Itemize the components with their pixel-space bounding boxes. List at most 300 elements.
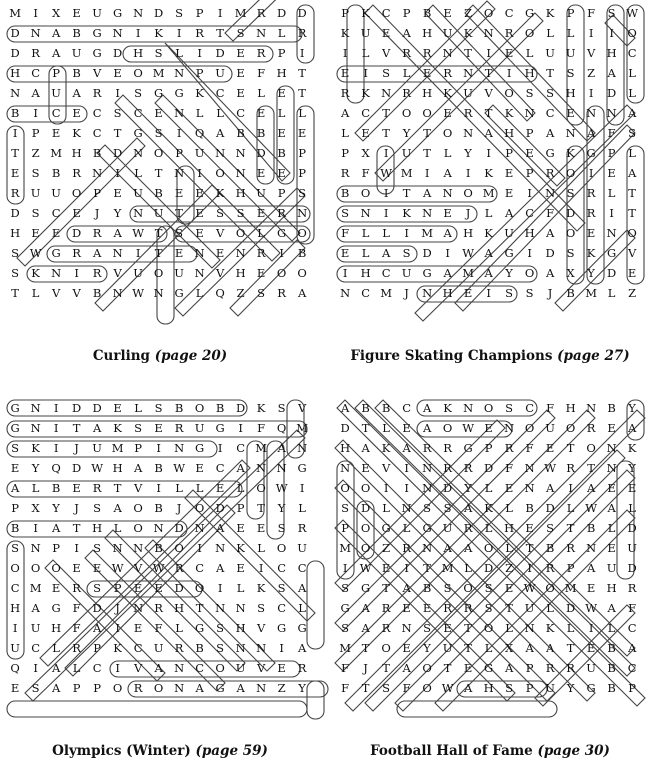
grid-letter: F (505, 461, 514, 475)
grid-letter: D (565, 601, 576, 615)
grid-letter: E (504, 581, 514, 595)
grid-letter: C (215, 461, 225, 475)
grid-letter: E (133, 621, 143, 635)
grid-letter: L (195, 106, 204, 120)
grid-letter: P (11, 501, 20, 515)
grid-letter: Q (10, 661, 21, 675)
grid-letter: T (72, 521, 81, 535)
grid-letter: E (504, 46, 514, 60)
grid-letter: R (174, 561, 184, 575)
grid-letter: O (215, 661, 226, 675)
grid-letter: L (607, 621, 616, 635)
grid-letter: N (194, 266, 205, 280)
grid-letter: S (443, 581, 452, 595)
grid-letter: L (628, 86, 637, 100)
grid-letter: T (505, 601, 514, 615)
grid-letter: N (545, 186, 556, 200)
grid-letter: A (463, 501, 473, 515)
grid-letter: L (257, 226, 266, 240)
grid-letter: V (133, 561, 143, 575)
grid-letter: C (133, 106, 143, 120)
grid-letter: A (51, 681, 61, 695)
grid-letter: O (524, 421, 535, 435)
grid-letter: S (484, 581, 493, 595)
grid-letter: V (51, 286, 61, 300)
grid-letter: R (174, 421, 184, 435)
grid-letter: F (341, 226, 350, 240)
grid-letter: I (568, 481, 574, 495)
grid-letter: P (525, 661, 534, 675)
grid-letter: D (112, 146, 123, 160)
grid-letter: C (545, 106, 555, 120)
grid-letter: L (525, 46, 534, 60)
grid-letter: I (404, 561, 410, 575)
grid-row (5, 418, 313, 438)
grid-letter: D (10, 206, 21, 220)
puzzle-football-hall-of-fame (335, 398, 645, 773)
grid-letter: C (627, 621, 637, 635)
grid-letter: E (236, 561, 246, 575)
grid-letter: L (236, 481, 245, 495)
grid-letter: L (31, 481, 40, 495)
grid-letter: N (30, 401, 41, 415)
grid-letter: E (607, 166, 617, 180)
grid-letter: T (546, 66, 555, 80)
grid-letter: H (504, 521, 515, 535)
grid-letter: A (504, 206, 514, 220)
grid-letter: A (340, 106, 350, 120)
grid-letter: D (627, 561, 638, 575)
grid-letter: S (505, 401, 514, 415)
grid-letter: R (72, 166, 82, 180)
grid-letter: D (92, 401, 103, 415)
grid-letter: E (586, 581, 596, 595)
grid-letter: N (524, 106, 535, 120)
grid-letter: H (524, 226, 535, 240)
grid-letter: L (195, 286, 204, 300)
grid-letter: S (11, 441, 20, 455)
grid-letter: I (115, 166, 121, 180)
grid-row (5, 658, 313, 678)
grid-letter: O (401, 106, 412, 120)
grid-row (5, 398, 313, 418)
grid-letter: R (422, 46, 432, 60)
grid-letter: D (545, 246, 556, 260)
grid-letter: O (276, 266, 287, 280)
grid-letter: I (53, 421, 59, 435)
grid-letter: A (51, 521, 61, 535)
grid-letter: A (297, 641, 307, 655)
grid-letter: U (545, 46, 556, 60)
grid-letter: D (606, 86, 617, 100)
grid-row (5, 143, 313, 163)
grid-letter: A (215, 561, 225, 575)
grid-letter: M (29, 581, 42, 595)
grid-letter: D (215, 501, 226, 515)
grid-letter: U (256, 186, 267, 200)
grid-letter: G (504, 246, 514, 260)
grid-letter: N (30, 541, 41, 555)
grid-letter: C (215, 86, 225, 100)
grid-letter: Y (505, 266, 514, 280)
grid-letter: Y (587, 266, 596, 280)
grid-letter: N (256, 681, 267, 695)
grid-letter: N (174, 661, 185, 675)
grid-letter: J (465, 206, 471, 220)
grid-letter: E (51, 226, 61, 240)
grid-letter: B (525, 501, 535, 515)
grid-letter: N (133, 6, 144, 20)
grid-letter: F (402, 681, 411, 695)
grid-letter: B (154, 461, 164, 475)
grid-letter: G (133, 126, 143, 140)
grid-letter: K (361, 6, 371, 20)
grid-letter: S (236, 206, 245, 220)
grid-letter: U (153, 641, 164, 655)
grid-letter: G (195, 621, 205, 635)
grid-row (335, 183, 643, 203)
grid-letter: I (197, 46, 203, 60)
grid-letter: N (112, 246, 123, 260)
grid-letter: O (30, 561, 41, 575)
grid-letter: P (298, 166, 307, 180)
grid-letter: N (256, 461, 267, 475)
grid-letter: O (133, 521, 144, 535)
grid-row (5, 538, 313, 558)
grid-letter: R (422, 441, 432, 455)
grid-letter: S (546, 521, 555, 535)
grid-letter: N (215, 146, 226, 160)
grid-letter: N (586, 401, 597, 415)
grid-letter: T (382, 581, 391, 595)
grid-row (335, 418, 643, 438)
grid-letter: M (400, 166, 413, 180)
grid-letter: D (71, 461, 82, 475)
grid-letter: N (235, 146, 246, 160)
grid-letter: N (256, 26, 267, 40)
grid-letter: N (174, 441, 185, 455)
grid-letter: A (627, 166, 637, 180)
grid-letter: E (463, 286, 473, 300)
grid-letter: E (195, 461, 205, 475)
grid-letter: O (381, 641, 392, 655)
grid-letter: U (194, 421, 205, 435)
grid-letter: G (92, 26, 102, 40)
grid-row (335, 83, 643, 103)
grid-letter: I (404, 481, 410, 495)
grid-row (335, 3, 643, 23)
grid-letter: T (402, 186, 411, 200)
grid-letter: W (275, 481, 288, 495)
grid-letter: I (424, 166, 430, 180)
grid-letter: T (464, 621, 473, 635)
grid-letter: G (174, 286, 184, 300)
grid-letter: O (340, 481, 351, 495)
grid-letter: E (154, 106, 164, 120)
grid-letter: P (525, 681, 534, 695)
grid-letter: S (443, 501, 452, 515)
grid-letter: D (483, 461, 494, 475)
grid-letter: R (297, 661, 307, 675)
grid-letter: N (215, 541, 226, 555)
grid-letter: T (525, 541, 534, 555)
grid-letter: E (215, 246, 225, 260)
grid-letter: P (134, 441, 143, 455)
grid-letter: E (297, 126, 307, 140)
grid-letter: S (11, 246, 20, 260)
grid-letter: O (483, 6, 494, 20)
grid-letter: I (445, 246, 451, 260)
grid-letter: L (607, 286, 616, 300)
grid-letter: G (484, 661, 494, 675)
grid-letter: N (235, 641, 246, 655)
grid-letter: N (215, 601, 226, 615)
grid-letter: H (565, 401, 576, 415)
grid-letter: F (546, 401, 555, 415)
grid-letter: X (31, 501, 40, 515)
grid-letter: S (216, 641, 225, 655)
grid-letter: W (152, 561, 165, 575)
grid-letter: E (607, 481, 617, 495)
grid-letter: Y (566, 681, 575, 695)
grid-row (5, 183, 313, 203)
grid-letter: A (92, 621, 102, 635)
grid-letter: I (53, 441, 59, 455)
grid-letter: I (74, 541, 80, 555)
grid-letter: O (565, 166, 576, 180)
grid-letter: R (443, 441, 453, 455)
grid-letter: A (484, 126, 494, 140)
grid-letter: I (527, 186, 533, 200)
grid-letter: N (422, 286, 433, 300)
grid-row (5, 478, 313, 498)
grid-letter: C (236, 441, 246, 455)
grid-letter: Z (628, 286, 637, 300)
grid-letter: S (341, 621, 350, 635)
grid-row (335, 538, 643, 558)
grid-letter: E (174, 186, 184, 200)
grid-letter: G (51, 601, 61, 615)
grid-row (5, 458, 313, 478)
puzzle-title: Curling (92, 348, 150, 364)
grid-letter: B (72, 26, 82, 40)
grid-letter: E (195, 226, 205, 240)
grid-letter: E (484, 421, 494, 435)
grid-letter: A (154, 661, 164, 675)
grid-letter: U (153, 206, 164, 220)
grid-letter: A (297, 286, 307, 300)
grid-letter: T (423, 561, 432, 575)
grid-letter: G (586, 146, 596, 160)
grid-letter: L (277, 106, 286, 120)
grid-row (335, 498, 643, 518)
grid-letter: B (256, 126, 266, 140)
grid-letter: N (360, 206, 371, 220)
grid-letter: E (195, 206, 205, 220)
grid-letter: H (483, 681, 494, 695)
grid-letter: E (504, 481, 514, 495)
grid-letter: O (360, 521, 371, 535)
grid-letter: L (175, 481, 184, 495)
grid-letter: N (235, 246, 246, 260)
grid-letter: L (382, 226, 391, 240)
grid-letter: N (235, 601, 246, 615)
grid-letter: O (133, 66, 144, 80)
grid-letter: J (363, 661, 369, 675)
grid-letter: A (51, 26, 61, 40)
grid-letter: A (504, 661, 514, 675)
grid-row (5, 638, 313, 658)
grid-letter: G (10, 401, 20, 415)
grid-letter: A (92, 246, 102, 260)
grid-letter: D (545, 501, 556, 515)
grid-letter: U (627, 541, 638, 555)
grid-letter: K (361, 86, 371, 100)
grid-letter: C (381, 266, 391, 280)
grid-letter: A (277, 441, 287, 455)
grid-letter: I (217, 441, 223, 455)
grid-letter: D (235, 401, 246, 415)
grid-letter: A (297, 581, 307, 595)
grid-letter: M (441, 561, 454, 575)
grid-letter: R (545, 661, 555, 675)
grid-letter: U (51, 186, 62, 200)
grid-letter: A (545, 126, 555, 140)
grid-letter: K (340, 26, 350, 40)
grid-letter: Y (298, 681, 307, 695)
grid-letter: L (505, 501, 514, 515)
grid-letter: X (361, 146, 370, 160)
grid-letter: K (443, 86, 453, 100)
grid-letter: Y (628, 461, 637, 475)
grid-letter: L (628, 66, 637, 80)
grid-letter: E (504, 186, 514, 200)
grid-letter: A (92, 421, 102, 435)
grid-letter: Y (464, 146, 473, 160)
grid-letter: K (443, 401, 453, 415)
grid-letter: C (361, 106, 371, 120)
grid-letter: I (238, 421, 244, 435)
grid-letter: O (627, 226, 638, 240)
grid-row (335, 578, 643, 598)
grid-letter: T (361, 421, 370, 435)
grid-letter: T (484, 66, 493, 80)
grid-letter: L (361, 246, 370, 260)
grid-row (5, 618, 313, 638)
grid-letter: A (340, 401, 350, 415)
grid-letter: L (52, 641, 61, 655)
grid-letter: O (524, 26, 535, 40)
grid-letter: E (51, 581, 61, 595)
grid-letter: P (31, 126, 40, 140)
grid-letter: R (463, 106, 473, 120)
grid-letter: B (545, 541, 555, 555)
grid-letter: R (10, 186, 20, 200)
grid-letter: Z (31, 146, 40, 160)
grid-letter: G (215, 681, 225, 695)
grid-row (335, 658, 643, 678)
grid-letter: N (194, 246, 205, 260)
grid-letter: P (72, 681, 81, 695)
grid-letter: I (33, 6, 39, 20)
grid-letter: U (194, 146, 205, 160)
grid-letter: R (92, 226, 102, 240)
grid-letter: A (586, 126, 596, 140)
grid-letter: A (422, 186, 432, 200)
grid-letter: J (404, 286, 410, 300)
grid-letter: D (153, 6, 164, 20)
grid-letter: N (606, 106, 617, 120)
grid-letter: A (627, 106, 637, 120)
grid-letter: O (586, 441, 597, 455)
grid-letter: C (361, 286, 371, 300)
grid-row (335, 638, 643, 658)
grid-letter: N (586, 106, 597, 120)
grid-letter: S (113, 106, 122, 120)
grid-letter: I (342, 46, 348, 60)
grid-letter: Q (276, 421, 287, 435)
grid-letter: U (51, 86, 62, 100)
grid-letter: E (256, 206, 266, 220)
grid-letter: E (10, 166, 20, 180)
grid-letter: N (30, 26, 41, 40)
grid-letter: R (277, 286, 287, 300)
grid-row (5, 678, 313, 698)
grid-letter: S (236, 26, 245, 40)
grid-row (5, 103, 313, 123)
grid-letter: S (484, 601, 493, 615)
grid-letter: C (31, 66, 41, 80)
grid-letter: O (422, 106, 433, 120)
grid-letter: Z (464, 6, 473, 20)
grid-letter: S (382, 66, 391, 80)
grid-letter: D (71, 226, 82, 240)
grid-row (5, 123, 313, 143)
grid-letter: T (113, 126, 122, 140)
grid-letter: R (277, 206, 287, 220)
grid-letter: R (463, 521, 473, 535)
grid-letter: R (297, 26, 307, 40)
grid-letter: K (236, 541, 246, 555)
grid-letter: E (402, 601, 412, 615)
puzzle-page-ref: (page 20) (154, 348, 228, 364)
grid-letter: E (586, 226, 596, 240)
grid-letter: N (401, 621, 412, 635)
grid-letter: J (115, 601, 121, 615)
grid-row (5, 223, 313, 243)
grid-letter: L (566, 26, 575, 40)
grid-letter: A (113, 501, 123, 515)
grid-letter: O (360, 541, 371, 555)
grid-letter: T (566, 641, 575, 655)
grid-letter: R (504, 26, 514, 40)
grid-letter: T (628, 186, 637, 200)
grid-letter: P (52, 541, 61, 555)
grid-letter: A (607, 501, 617, 515)
grid-letter: L (505, 541, 514, 555)
grid-letter: A (31, 601, 41, 615)
grid-letter: E (381, 26, 391, 40)
grid-letter: Z (587, 66, 596, 80)
grid-letter: R (195, 26, 205, 40)
grid-letter: L (484, 206, 493, 220)
grid-letter: C (195, 661, 205, 675)
grid-row (335, 618, 643, 638)
grid-letter: E (463, 661, 473, 675)
grid-letter: P (484, 441, 493, 455)
grid-letter: H (360, 266, 371, 280)
grid-letter: R (443, 601, 453, 615)
